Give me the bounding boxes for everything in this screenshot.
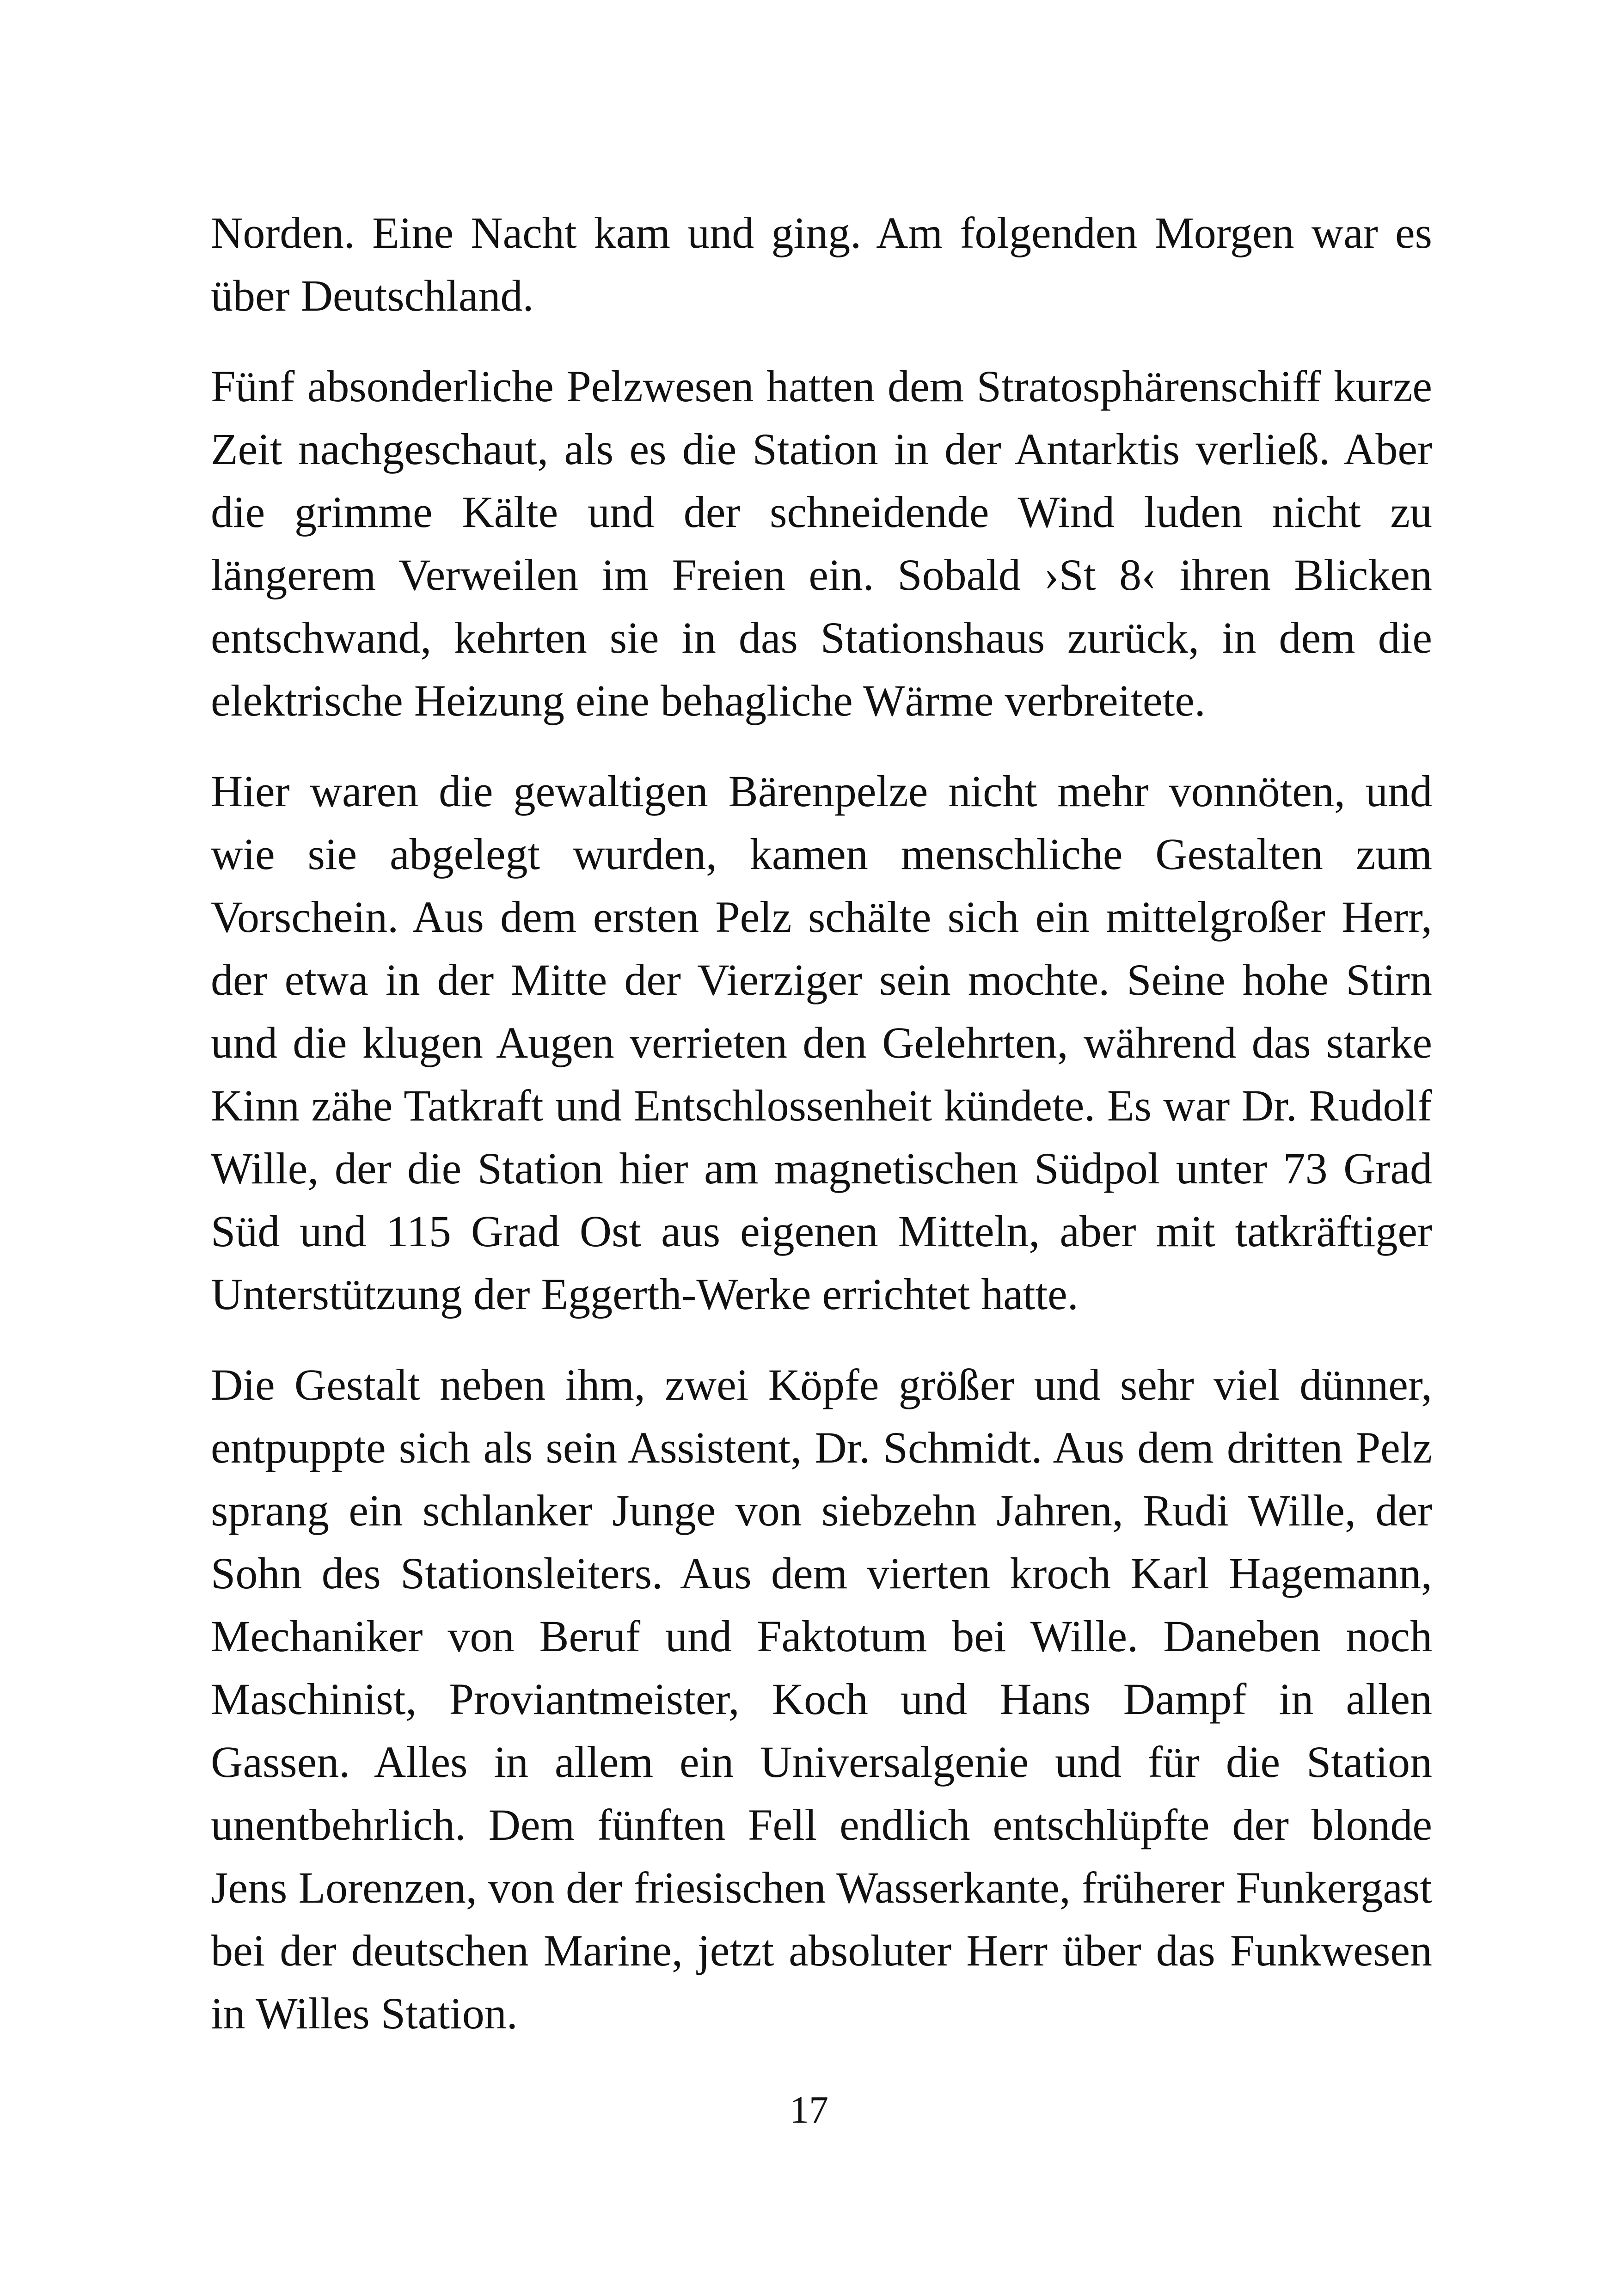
paragraph-4: Die Gestalt neben ihm, zwei Köpfe größer und sehr viel dünner, entpuppte sich als sein Assistent, Dr. Schmidt. Aus dem dritten Pelz sprang ein schlanker Junge von siebzehn Jahren, Rudi Wille, der Sohn des Stationsleiters. Aus dem vierten kroch Karl Hagemann, Mechaniker von Beruf und Faktotum bei Wille. Daneben noch Maschinist, Proviantmeister, Koch und Hans Dampf in allen Gassen. Alles in allem ein Universalgenie und für die Station unentbehrlich. Dem fünften Fell endlich entschlüpfte der blonde Jens Lorenzen, von der friesischen Wasserkante, früherer Funkergast bei der deutschen Marine, jetzt absoluter Herr über das Funkwesen in Willes Station. bbox=[211, 1360, 1432, 2038]
body-text bbox=[211, 202, 1432, 2073]
page-number: 17 bbox=[790, 2088, 828, 2131]
paragraph-2: Fünf absonderliche Pelzwesen hatten dem Stratosphärenschiff kurze Zeit nachgeschaut, als es die Station in der Antarktis verließ. Aber die grimme Kälte und der schneidende Wind luden nicht zu längerem Verweilen im Freien ein. Sobald ›St 8‹ ihren Blicken entschwand, kehrten sie in das Stationshaus zurück, in dem die elektrische Heizung eine behagliche Wärme verbreitete. bbox=[211, 361, 1432, 725]
paragraph-1: Norden. Eine Nacht kam und ging. Am folgenden Morgen war es über Deutschland. bbox=[211, 208, 1432, 320]
paragraph-3: Hier waren die gewaltigen Bärenpelze nicht mehr vonnöten, und wie sie abgelegt wurden, kamen menschliche Gestalten zum Vorschein. Aus dem ersten Pelz schälte sich ein mittelgroßer Herr, der etwa in der Mitte der Vierziger sein mochte. Seine hohe Stirn und die klugen Augen verrieten den Gelehrten, während das starke Kinn zähe Tatkraft und Entschlossenheit kündete. Es war Dr. Rudolf Wille, der die Station hier am magnetischen Südpol unter 73 Grad Süd und 115 Grad Ost aus eigenen Mitteln, aber mit tatkräftiger Unterstützung der Eggerth-Werke errichtet hatte. bbox=[211, 766, 1432, 1319]
